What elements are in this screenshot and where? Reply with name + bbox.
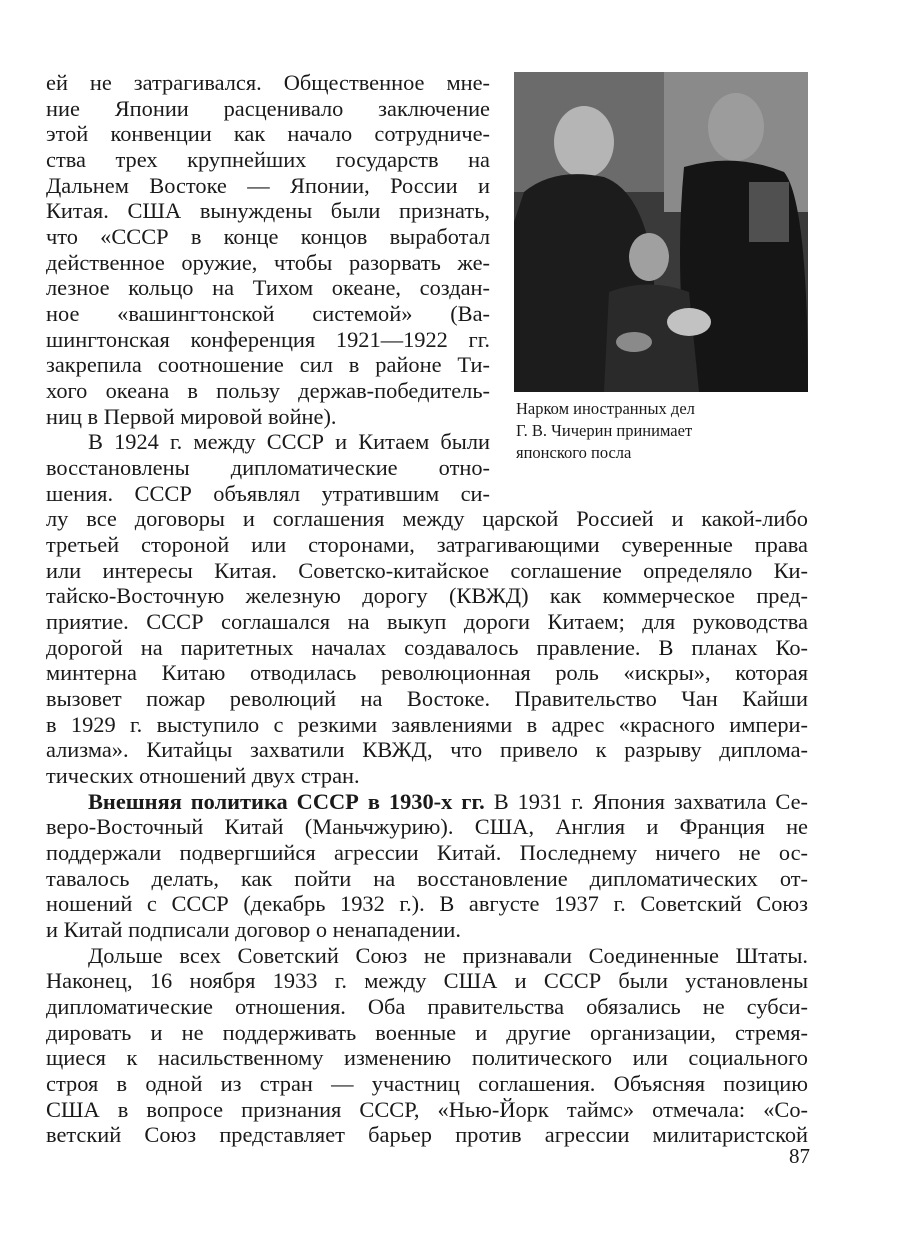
text-line: дировать и не поддерживать военные и другие организации, стремя- — [46, 1020, 808, 1045]
text-line: шингтонская конференция 1921—1922 гг. — [46, 327, 490, 352]
text-line: шения. СССР объявлял утратившим си- — [46, 481, 490, 506]
photo-caption-line: Г. В. Чичерин принимает — [516, 421, 693, 440]
text-line: Дальнем Востоке — Японии, России и — [46, 173, 490, 198]
text-line: ное «вашингтонской системой» (Ва- — [46, 301, 490, 326]
photo-icon — [514, 72, 808, 392]
text-line: строя в одной из стран — участниц соглашения. Объясняя позицию — [46, 1071, 808, 1096]
section-heading-line — [88, 789, 808, 815]
text-line: лезное кольцо на Тихом океане, создан- — [46, 275, 490, 300]
text-line: поддержали подвергшийся агрессии Китай. Последнему ничего не ос- — [46, 840, 808, 865]
text-line: ветский Союз представляет барьер против агрессии милитаристской — [46, 1122, 808, 1147]
text-line: ей не затрагивался. Общественное мне- — [46, 70, 490, 95]
text-line: вызовет пожар революций на Востоке. Правительство Чан Кайши — [46, 686, 808, 711]
text-line: хого океана в пользу держав-победитель- — [46, 378, 490, 403]
text-line: ства трех крупнейших государств на — [46, 147, 490, 172]
text-line: веро-Восточный Китай (Маньчжурию). США, Англия и Франция не — [46, 814, 808, 839]
text-line: тических отношений двух стран. — [46, 763, 360, 788]
text-line: или интересы Китая. Советско-китайское соглашение определяло Ки- — [46, 558, 808, 583]
text-span: В 1931 г. Япония захватила Се- — [484, 789, 808, 814]
text-line: В 1924 г. между СССР и Китаем были — [88, 429, 490, 454]
text-line: тавалось делать, как пойти на восстановление дипломатических от- — [46, 866, 808, 891]
text-line: ализма». Китайцы захватили КВЖД, что привело к разрыву диплома- — [46, 737, 808, 762]
text-line: действенное оружие, чтобы разорвать же- — [46, 250, 490, 275]
section-heading: Внешняя политика СССР в 1930-х гг. — [88, 789, 485, 814]
text-line: ношений с СССР (декабрь 1932 г.). В августе 1937 г. Советский Союз — [46, 891, 808, 916]
photo-caption-line: Нарком иностранных дел — [516, 399, 695, 418]
text-line: этой конвенции как начало сотрудниче- — [46, 121, 490, 146]
text-line: минтерна Китаю отводилась революционная роль «искры», которая — [46, 660, 808, 685]
text-line: дорогой на паритетных началах создавалось правление. В планах Ко- — [46, 635, 808, 660]
text-line: Наконец, 16 ноября 1933 г. между США и СССР были установлены — [46, 968, 808, 993]
text-line: лу все договоры и соглашения между царской Россией и какой-либо — [46, 506, 808, 531]
text-line: приятие. СССР соглашался на выкуп дороги Китаем; для руководства — [46, 609, 808, 634]
text-line: тайско-Восточную железную дорогу (КВЖД) как коммерческое пред- — [46, 583, 808, 608]
text-line: США в вопросе признания СССР, «Нью-Йорк таймс» отмечала: «Со- — [46, 1097, 808, 1122]
text-line: третьей стороной или сторонами, затрагивающими суверенные права — [46, 532, 808, 557]
text-line: восстановлены дипломатические отно- — [46, 455, 490, 480]
text-line: Дольше всех Советский Союз не признавали Соединенные Штаты. — [88, 943, 808, 968]
text-line: что «СССР в конце концов выработал — [46, 224, 490, 249]
photo-caption-line: японского посла — [516, 443, 632, 462]
text-line: и Китай подписали договор о ненападении. — [46, 917, 462, 942]
text-line: щиеся к насильственному изменению политического или социального — [46, 1045, 808, 1070]
text-line: закрепила соотношение сил в районе Ти- — [46, 352, 490, 377]
text-line: в 1929 г. выступило с резкими заявлениями в адрес «красного импери- — [46, 712, 808, 737]
historical-photo — [514, 72, 808, 392]
page-number: 87 — [789, 1144, 810, 1168]
text-line: Китая. США вынуждены были признать, — [46, 198, 490, 223]
text-line: ние Японии расценивало заключение — [46, 96, 490, 121]
text-line: ниц в Первой мировой войне). — [46, 404, 337, 429]
text-line: дипломатические отношения. Оба правительства обязались не субси- — [46, 994, 808, 1019]
